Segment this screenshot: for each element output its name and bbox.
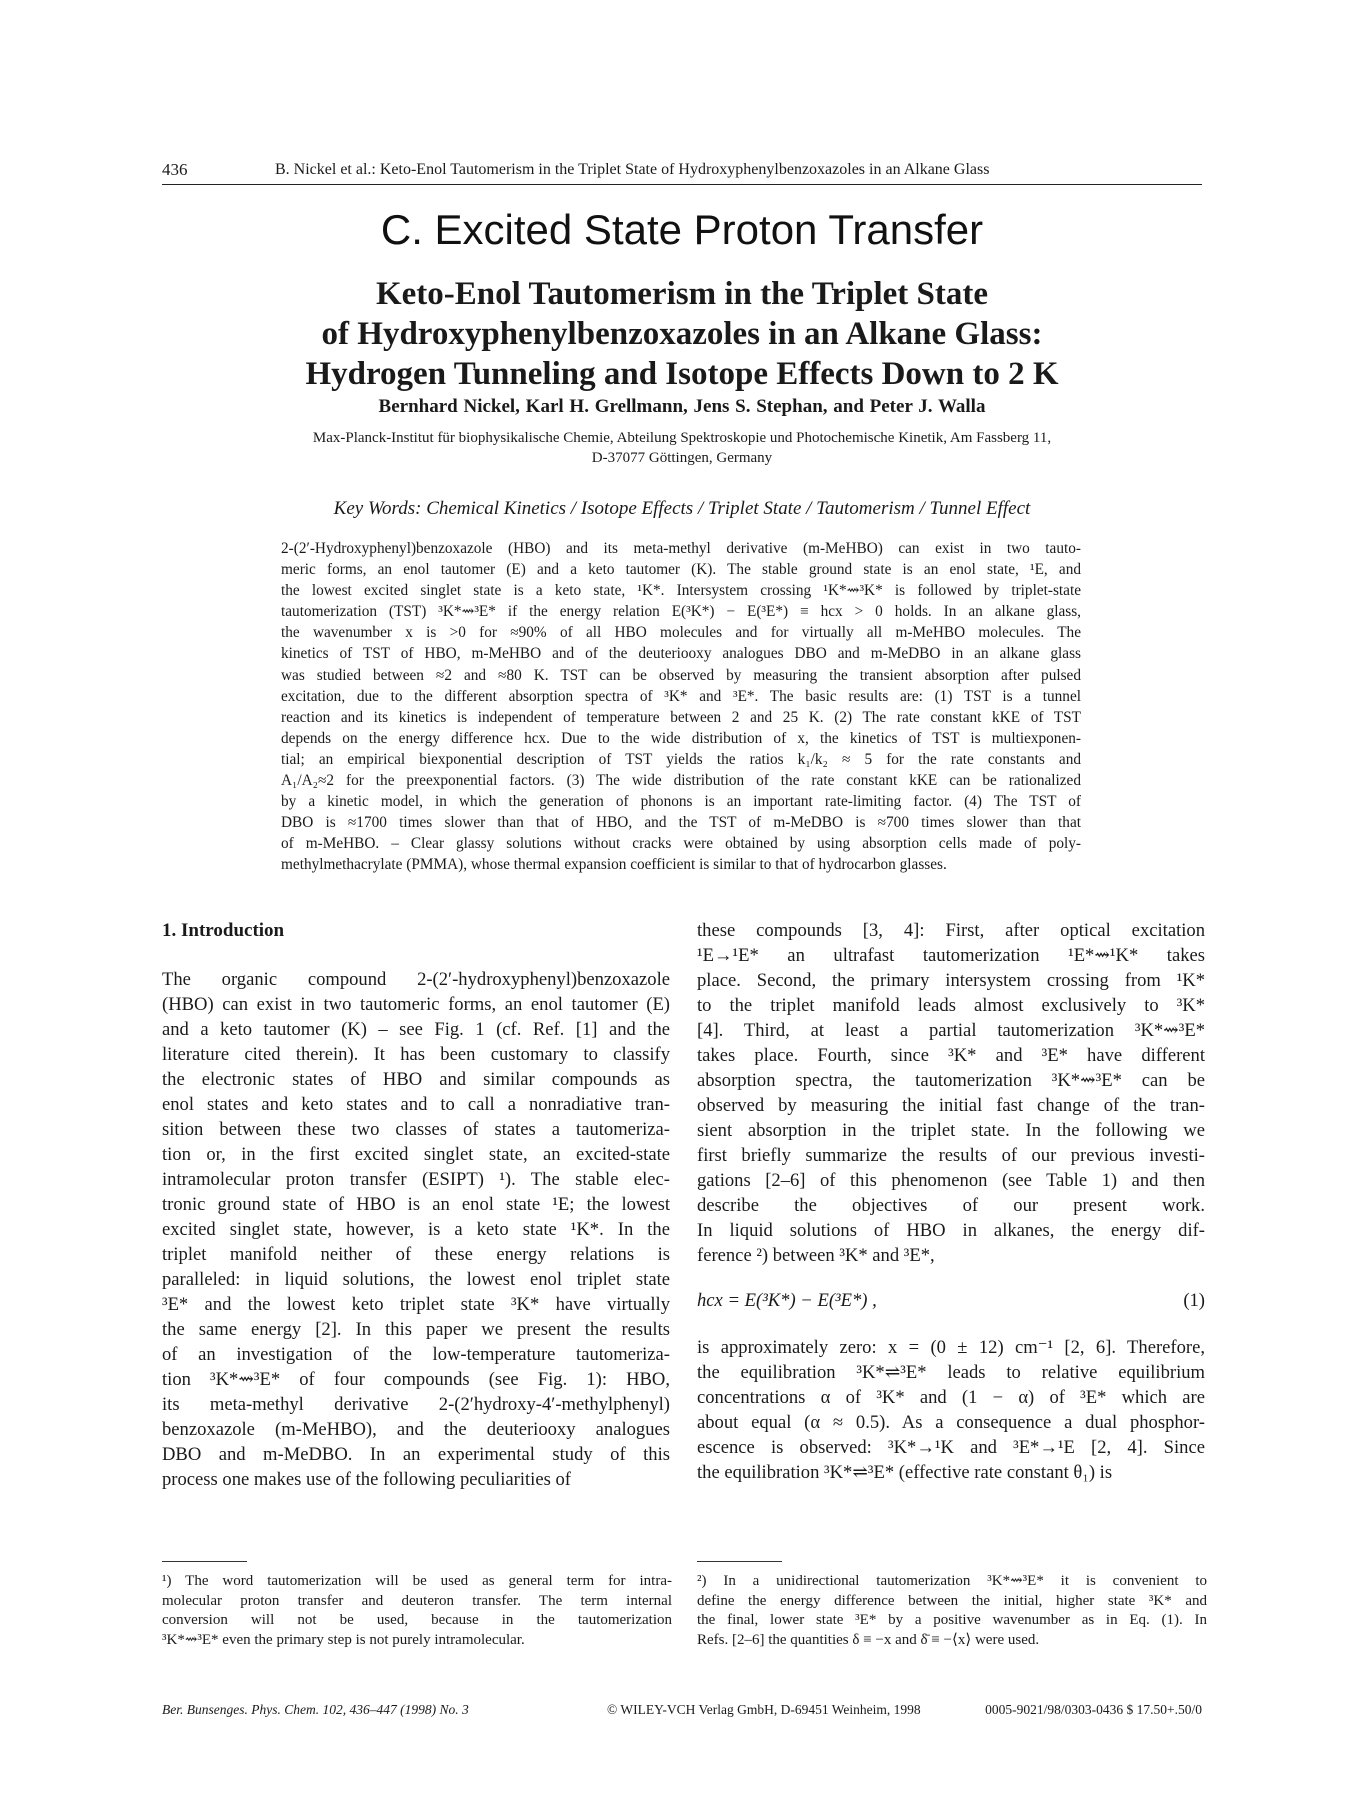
abstract-line: kinetics of TST of HBO, m-MeHBO and of the deuteriooxy analogues DBO and m-MeDBO in an alkane glass [281,645,1081,663]
footnote-line: ²) In a unidirectional tautomerization ³K*⇝³E* it is convenient to [697,1573,1207,1589]
abstract-line: 2-(2′-Hydroxyphenyl)benzoxazole (HBO) and its meta-methyl derivative (m-MeHBO) can exist in two tauto- [281,540,1081,557]
abstract-line: A₁/A₂≈2 for the preexponential factors. (3) The wide distribution of the rate constant kKE can be rationalized [281,772,1081,790]
footnote-line: Refs. [2–6] the quantities δ ≡ −x and δ̄ ≡ −⟨x⟩ were used. [697,1631,1040,1648]
left-column-body [162,967,670,1492]
right-column [697,918,1205,1485]
title-line: Keto-Enol Tautomerism in the Triplet State [375,276,988,312]
article-code: 0005-9021/98/0303-0436 $ 17.50+.50/0 [985,1702,1202,1717]
footnote-1 [162,1572,672,1650]
body-text-line: to the triplet manifold leads almost exclusively to ³K* [697,995,1205,1016]
affiliation [162,428,1202,468]
footnote-rule [162,1561,247,1562]
body-text-line: ³E* and the lowest keto triplet state ³K* have virtually [162,1294,670,1315]
body-text-line: literature cited therein). It has been customary to classify [162,1044,670,1065]
footnote-2 [697,1572,1207,1650]
body-text-line: place. Second, the primary intersystem crossing from ¹K* [697,970,1205,991]
equation-text: hcx = E(³K*) − E(³E*) , [697,1290,877,1311]
body-text-line: the electronic states of HBO and similar compounds as [162,1069,670,1090]
right-column-body-top [697,918,1205,1268]
affiliation-line: Max-Planck-Institut für biophysikalische Chemie, Abteilung Spektroskopie und Photochemische Kinetik, Am Fassberg 11, [312,430,1052,446]
body-text-line: The organic compound 2-(2′-hydroxyphenyl)benzoxazole [162,969,670,990]
abstract-line: meric forms, an enol tautomer (E) and a keto tautomer (K). The stable ground state is an enol state, ¹E, and [281,561,1081,579]
body-text-line: ¹E→¹E* an ultrafast tautomerization ¹E*⇝¹K* takes [697,945,1205,966]
body-text-line: paralleled: in liquid solutions, the lowest enol triplet state [162,1269,670,1290]
running-title: B. Nickel et al.: Keto-Enol Tautomerism in the Triplet State of Hydroxyphenylbenzoxazoles in an Alkane Glass [275,161,990,178]
abstract-line: tautomerization (TST) ³K*⇝³E* if the energy relation E(³K*) − E(³E*) ≡ hcx > 0 holds. In an alkane glass, [281,603,1081,621]
footnote-line: conversion will not be used, because in the tautomerization [162,1612,672,1629]
body-text-line: concentrations α of ³K* and (1 − α) of ³E* which are [697,1387,1205,1408]
author-list: Bernhard Nickel, Karl H. Grellmann, Jens S. Stephan, and Peter J. Walla [378,396,986,417]
page-number: 436 [162,160,188,179]
title-line: Hydrogen Tunneling and Isotope Effects Down to 2 K [305,356,1059,392]
affiliation-line: D-37077 Göttingen, Germany [591,450,773,466]
body-text-line: tion ³K*⇝³E* of four compounds (see Fig. 1): HBO, [162,1369,670,1390]
body-text-line: excited singlet state, however, is a keto state ¹K*. In the [162,1219,670,1240]
footnote-line: ¹) The word tautomerization will be used as general term for intra- [162,1573,672,1589]
body-text-line: In liquid solutions of HBO in alkanes, the energy dif- [697,1220,1205,1241]
equation-1 [697,1288,1205,1313]
equation-number: (1) [1183,1290,1205,1311]
running-head [162,158,1202,185]
abstract-line: DBO is ≈1700 times slower than that of HBO, and the TST of m-MeDBO is ≈700 times slower than that [281,814,1081,832]
abstract-line: depends on the energy difference hcx. Due to the wide distribution of x, the kinetics of TST is multiexponen- [281,729,1081,747]
left-column [162,918,670,1492]
body-text-line: tronic ground state of HBO is an enol state ¹E; the lowest [162,1194,670,1215]
body-text-line: process one makes use of the following peculiarities of [162,1469,571,1490]
body-text-line: about equal (α ≈ 0.5). As a consequence a dual phosphor- [697,1412,1205,1433]
copyright: © WILEY-VCH Verlag GmbH, D-69451 Weinheim, 1998 [607,1702,921,1717]
footnote-line: define the energy difference between the initial, higher state ³K* and [697,1592,1207,1609]
journal-citation: Ber. Bunsenges. Phys. Chem. 102, 436–447 (1998) No. 3 [162,1702,469,1717]
body-text-line: tion or, in the first excited singlet state, an excited-state [162,1144,670,1165]
section-heading-introduction: 1. Introduction [162,920,285,941]
body-text-line: the equilibration ³K*⇌³E* leads to relative equilibrium [697,1362,1205,1383]
footnote-line: ³K*⇝³E* even the primary step is not purely intramolecular. [162,1631,525,1648]
footnote-line: molecular proton transfer and deuteron transfer. The term internal [162,1592,672,1609]
abstract-line: excitation, due to the different absorption spectra of ³K* and ³E*. The basic results are: (1) TST is a tunnel [281,687,1081,705]
footnote-rule [697,1561,782,1562]
body-text-line: observed by measuring the initial fast change of the tran- [697,1095,1205,1116]
body-text-line: absorption spectra, the tautomerization ³K*⇝³E* can be [697,1070,1205,1091]
section-title: C. Excited State Proton Transfer [380,206,984,253]
body-text-line: its meta-methyl derivative 2-(2′hydroxy-4′-methylphenyl) [162,1394,670,1415]
body-text-line: ference ²) between ³K* and ³E*, [697,1245,935,1266]
body-text-line: sient absorption in the triplet state. In the following we [697,1120,1205,1141]
body-text-line: sition between these two classes of states a tautomeriza- [162,1119,670,1140]
body-text-line: the same energy [2]. In this paper we present the results [162,1319,670,1340]
right-column-body-bottom [697,1335,1205,1485]
body-text-line: triplet manifold neither of these energy relations is [162,1244,670,1265]
body-text-line: DBO and m-MeDBO. In an experimental study of this [162,1444,670,1465]
body-text-line: takes place. Fourth, since ³K* and ³E* have different [697,1045,1205,1066]
page-footer [162,1702,1202,1724]
abstract-line: the wavenumber x is >0 for ≈90% of all HBO molecules and for virtually all m-MeHBO molecules. The [281,624,1081,642]
body-text-line: escence is observed: ³K*→¹K and ³E*→¹E [2, 4]. Since [697,1437,1205,1458]
abstract [281,538,1081,876]
body-text-line: (HBO) can exist in two tautomeric forms, an enol tautomer (E) [162,994,670,1015]
paper-title [162,274,1202,394]
body-text-line: the equilibration ³K*⇌³E* (effective rate constant θ₁) is [697,1462,1113,1483]
body-text-line: [4]. Third, at least a partial tautomerization ³K*⇝³E* [697,1020,1205,1041]
body-text-line: first briefly summarize the results of our previous investi- [697,1145,1205,1166]
abstract-line: methylmethacrylate (PMMA), whose thermal expansion coefficient is similar to that of hydrocarbon glasses. [281,856,947,874]
abstract-line: was studied between ≈2 and ≈80 K. TST can be observed by measuring the transient absorption after pulsed [281,666,1081,684]
abstract-line: by a kinetic model, in which the generation of phonons is an important rate-limiting factor. (4) The TST of [281,793,1081,811]
abstract-line: reaction and its kinetics is independent of temperature between 2 and 25 K. (2) The rate constant kKE of TST [281,708,1081,726]
abstract-line: tial; an empirical biexponential description of TST yields the ratios k₁/k₂ ≈ 5 for the rate constants and [281,750,1081,768]
footnote-line: the final, lower state ³E* by a positive wavenumber as in Eq. (1). In [697,1612,1207,1629]
body-text-line: and a keto tautomer (K) – see Fig. 1 (cf. Ref. [1] and the [162,1019,670,1040]
body-text-line: intramolecular proton transfer (ESIPT) ¹). The stable elec- [162,1169,670,1190]
body-text-line: gations [2–6] of this phenomenon (see Table 1) and then [697,1170,1205,1191]
body-text-line: enol states and keto states and to call a nonradiative tran- [162,1094,670,1115]
body-text-line: benzoxazole (m-MeHBO), and the deuteriooxy analogues [162,1419,670,1440]
body-text-line: describe the objectives of our present work. [697,1195,1205,1216]
body-text-line: is approximately zero: x = (0 ± 12) cm⁻¹ [2, 6]. Therefore, [697,1337,1205,1358]
abstract-line: the lowest excited singlet state is a keto state, ¹K*. Intersystem crossing ¹K*⇝³K* is followed by triplet-state [281,582,1081,600]
body-text-line: these compounds [3, 4]: First, after optical excitation [697,920,1205,941]
title-line: of Hydroxyphenylbenzoxazoles in an Alkane Glass: [321,316,1043,352]
abstract-line: of m-MeHBO. – Clear glassy solutions without cracks were obtained by using absorption cells made of poly- [281,835,1081,853]
keywords: Key Words: Chemical Kinetics / Isotope Effects / Triplet State / Tautomerism / Tunnel Effect [333,498,1031,519]
body-text-line: of an investigation of the low-temperature tautomeriza- [162,1344,670,1365]
